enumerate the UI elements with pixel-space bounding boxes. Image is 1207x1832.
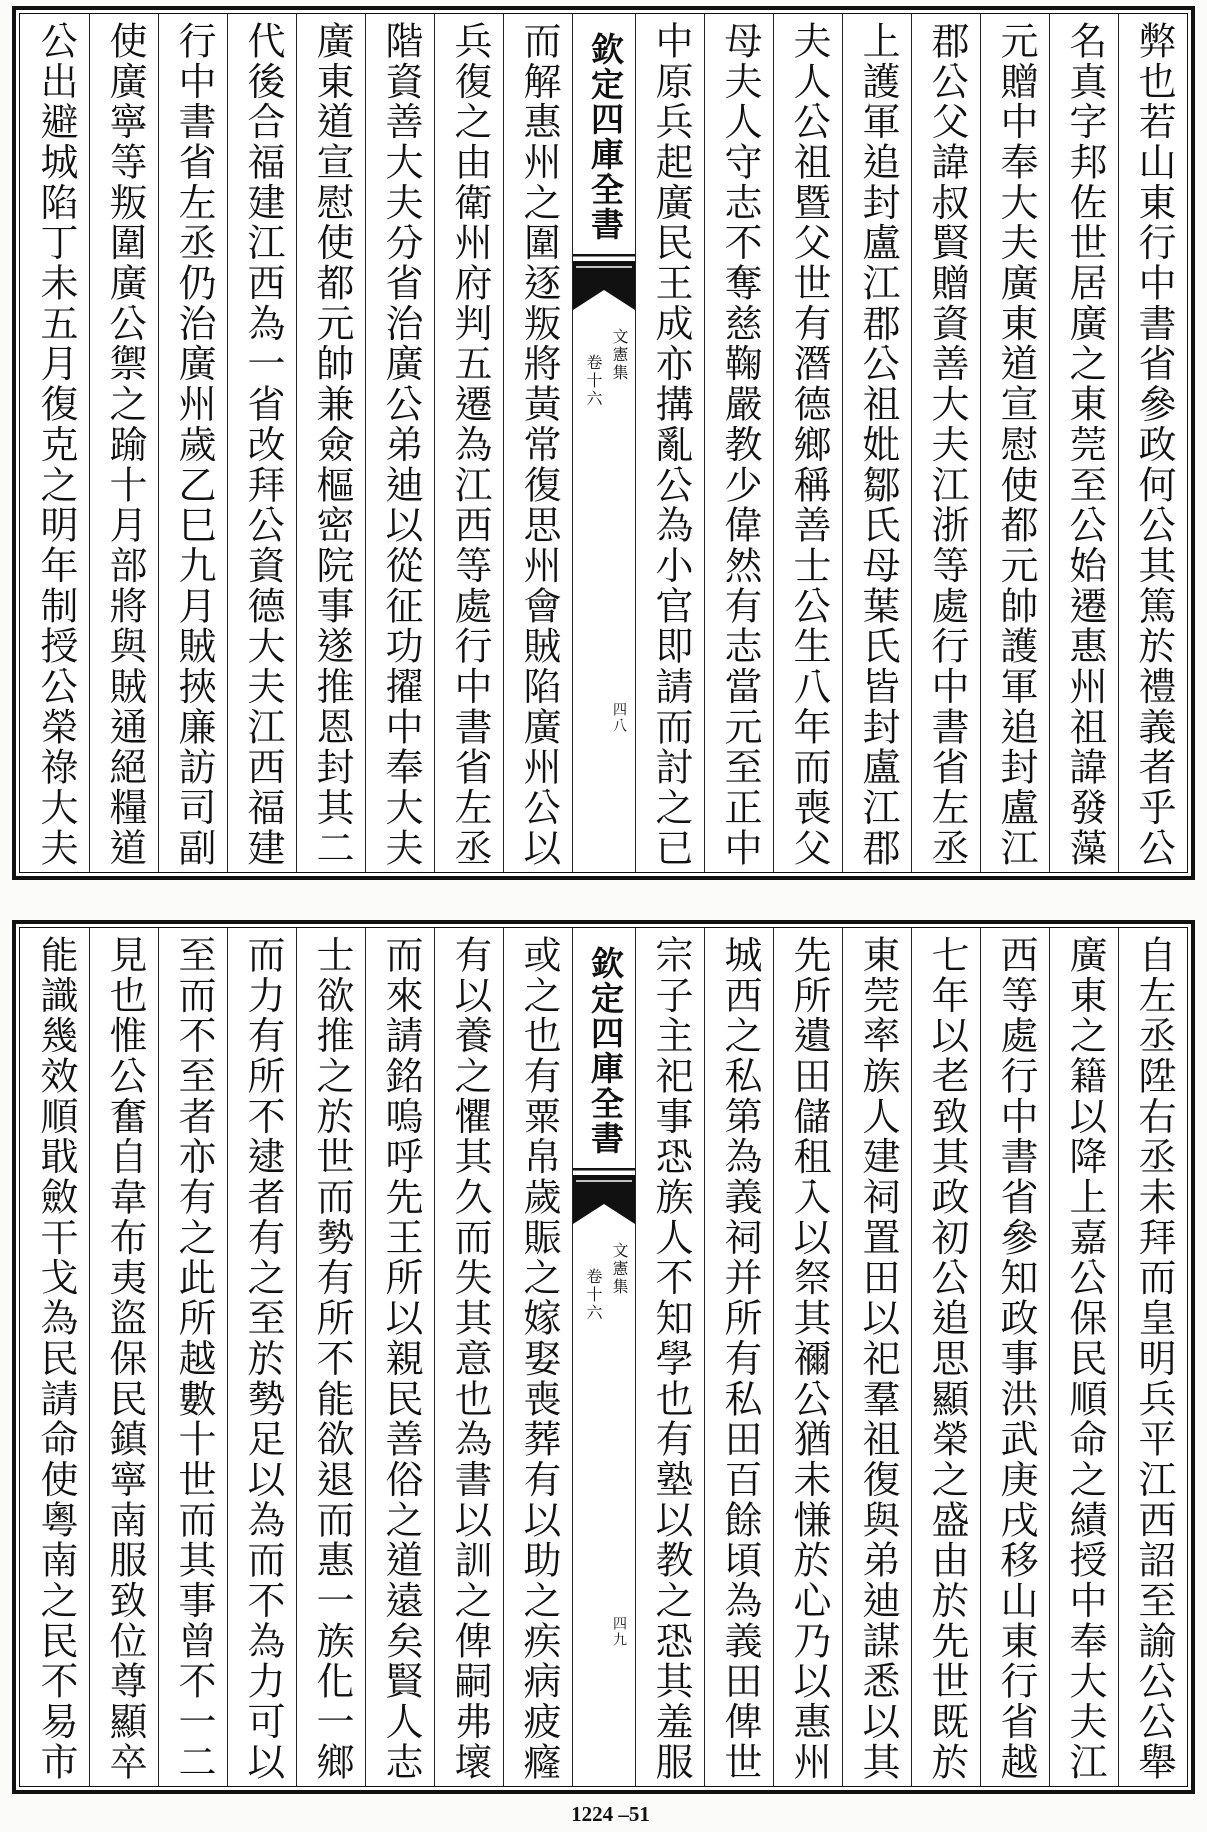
book-title: 文憲集 — [610, 328, 629, 382]
center-gutter — [572, 928, 635, 1786]
fishtail-ornament — [573, 254, 635, 312]
upper-half-leaf — [12, 6, 1195, 880]
text-column: 公出避城陷丁未五月復克之明年制授公榮祿大夫 — [34, 21, 78, 866]
lower-half-leaf — [12, 920, 1195, 1794]
inner-frame — [19, 927, 1188, 1787]
center-gutter — [572, 14, 635, 872]
volume-label: 卷十六 — [584, 354, 603, 408]
inner-frame — [19, 13, 1188, 873]
text-column: 兵復之由衛州府判五遷為江西等處行中書省左丞 — [434, 14, 503, 872]
text-column: 中原兵起廣民王成亦搆亂公為小官即請而討之已 — [635, 14, 704, 872]
text-column: 能識幾效順戢斂干戈為民請命使粵南之民不易市 — [34, 935, 78, 1780]
text-column: 士欲推之於世而勢有所不能欲退而惠一族化一鄉 — [296, 928, 365, 1786]
text-column: 郡公父諱叔賢贈資善大夫江浙等處行中書省左丞 — [911, 14, 980, 872]
leaf-number: 四八 — [611, 702, 627, 734]
text-column: 名真字邦佐世居廣之東莞至公始遷惠州祖諱發藻 — [1049, 14, 1118, 872]
text-column: 夫人公祖暨父世有潛德鄉稱善士公生八年而喪父 — [773, 14, 842, 872]
page-reference: 1224 –51 — [571, 1802, 650, 1826]
text-column: 或之也有粟帛歲賑之嫁娶喪葬有以助之疾病疲癃 — [503, 928, 572, 1786]
text-column: 階資善大夫分省治廣公弟迪以從征功擢中奉大夫 — [365, 14, 434, 872]
text-column: 代後合福建江西為一省改拜公資德大夫江西福建 — [227, 14, 296, 872]
text-column: 廣東之籍以降上嘉公保民順命之績授中奉大夫江 — [1049, 928, 1118, 1786]
text-column: 而來請銘嗚呼先王所以親民善俗之道遠矣賢人志 — [365, 928, 434, 1786]
text-column: 上護軍追封盧江郡公祖妣鄒氏母葉氏皆封盧江郡 — [842, 14, 911, 872]
text-column: 行中書省左丞仍治廣州歲乙巳九月賊挾廉訪司副 — [158, 14, 227, 872]
volume-label: 卷十六 — [584, 1268, 603, 1322]
text-column: 至而不至者亦有之此所越數十世而其事曾不一二 — [158, 928, 227, 1786]
text-column: 七年以老致其政初公追思顯榮之盛由於先世既於 — [911, 928, 980, 1786]
text-column: 母夫人守志不奪慈鞠嚴教少偉然有志當元至正中 — [704, 14, 773, 872]
text-column: 東莞率族人建祠置田以祀羣祖復與弟迪謀悉以其 — [842, 928, 911, 1786]
book-title: 文憲集 — [610, 1242, 629, 1296]
text-column: 先所遺田儲租入以祭其禰公猶未慊於心乃以惠州 — [773, 928, 842, 1786]
running-title: 欽定四庫全書 — [586, 32, 625, 242]
text-column: 自左丞陞右丞未拜而皇明兵平江西詔至諭公公舉 — [1118, 928, 1187, 1786]
running-title: 欽定四庫全書 — [586, 946, 625, 1156]
text-column: 而力有所不逮者有之至於勢足以為而不為力可以 — [227, 928, 296, 1786]
text-column: 宗子主祀事恐族人不知學也有塾以教之恐其羞服 — [635, 928, 704, 1786]
text-column: 城西之私第為義祠并所有私田百餘頃為義田俾世 — [704, 928, 773, 1786]
text-column: 見也惟公奮自韋布夷盜保民鎮寧南服致位尊顯卒 — [89, 928, 158, 1786]
leaf-number: 四九 — [611, 1616, 627, 1648]
text-column: 西等處行中書省參知政事洪武庚戌移山東行省越 — [980, 928, 1049, 1786]
text-column: 元贈中奉大夫廣東道宣慰使都元帥護軍追封盧江 — [980, 14, 1049, 872]
text-column: 弊也若山東行中書省參政何公其篤於禮義者乎公 — [1118, 14, 1187, 872]
fishtail-ornament — [573, 1168, 635, 1226]
text-column: 有以養之懼其久而失其意也為書以訓之俾嗣弗壞 — [434, 928, 503, 1786]
text-column: 廣東道宣慰使都元帥兼僉樞密院事遂推恩封其二 — [296, 14, 365, 872]
text-column: 而解惠州之圍逐叛將黃常復思州會賊陷廣州公以 — [503, 14, 572, 872]
text-column: 使廣寧等叛圍廣公禦之踰十月部將與賊通絕糧道 — [89, 14, 158, 872]
